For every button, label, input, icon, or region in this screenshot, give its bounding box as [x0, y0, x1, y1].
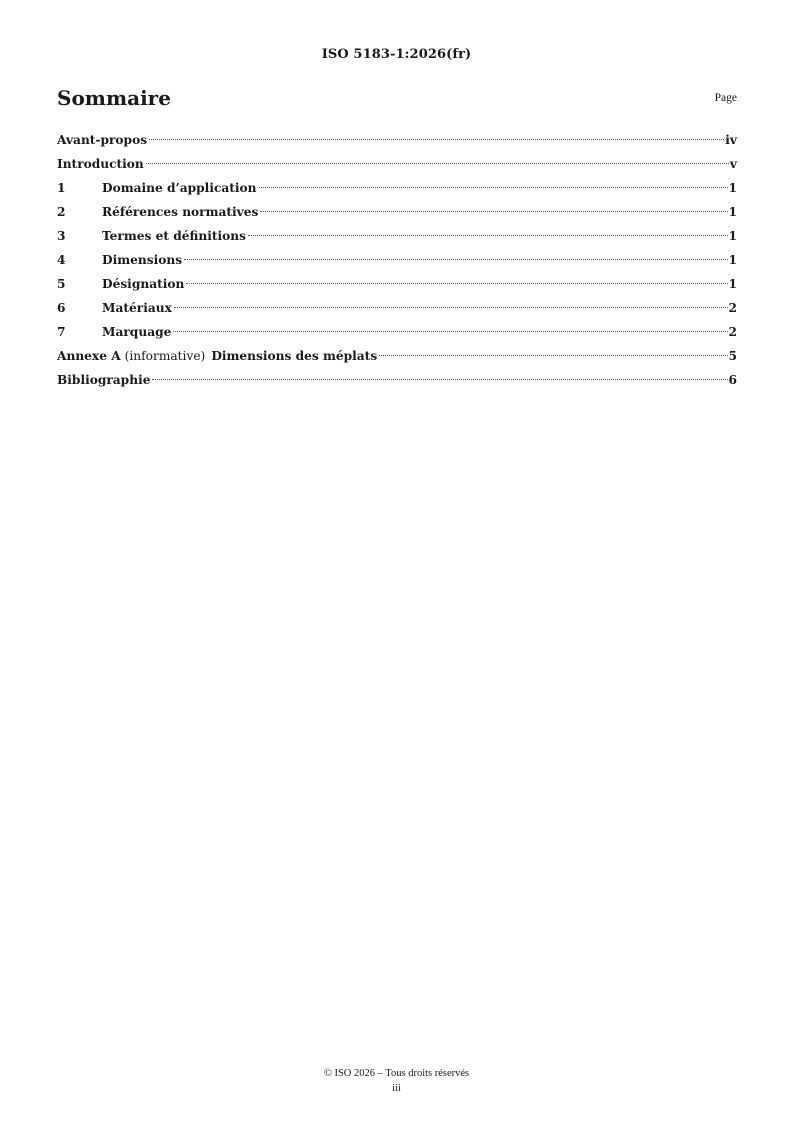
toc-entry-number: 3	[57, 229, 66, 243]
toc-entry-dimensions[interactable]	[57, 248, 737, 272]
toc-entry-label: Références normatives	[102, 205, 259, 219]
contents-title: Sommaire	[57, 86, 171, 110]
toc-entry-page: 1	[728, 253, 737, 267]
contents-title-row	[57, 86, 737, 112]
toc-entry-bibliographie[interactable]	[57, 368, 737, 392]
toc-entry-annexe-a[interactable]	[57, 344, 737, 368]
page-footer	[0, 1066, 793, 1096]
dot-leader	[149, 139, 724, 140]
toc-entry-number: 5	[57, 277, 66, 291]
annex-title: Dimensions des méplats	[211, 349, 378, 363]
toc-entry-number: 6	[57, 301, 66, 315]
toc-entry-page: 1	[728, 229, 737, 243]
toc-entry-page: 1	[728, 205, 737, 219]
dot-leader	[152, 379, 727, 380]
annex-prefix: Annexe A	[57, 349, 121, 363]
dot-leader	[259, 187, 728, 188]
toc-entry-marquage[interactable]	[57, 320, 737, 344]
toc-entry-page: 1	[728, 277, 737, 291]
document-id-header: ISO 5183-1:2026(fr)	[321, 47, 472, 62]
toc-entry-references-normatives[interactable]	[57, 200, 737, 224]
toc-entry-avant-propos[interactable]	[57, 128, 737, 152]
toc-entry-number: 1	[57, 181, 66, 195]
toc-entry-label: Marquage	[102, 325, 172, 339]
toc-entry-label: Dimensions	[102, 253, 183, 267]
toc-entry-page: v	[729, 157, 737, 171]
toc-entry-number: 2	[57, 205, 66, 219]
toc-entry-label: Matériaux	[102, 301, 172, 315]
toc-entry-label: Introduction	[57, 157, 144, 171]
dot-leader	[173, 331, 727, 332]
toc-entry-number: 7	[57, 325, 66, 339]
toc-entry-designation[interactable]	[57, 272, 737, 296]
dot-leader	[146, 163, 729, 164]
toc-entry-label: Termes et définitions	[102, 229, 246, 243]
toc-entry-page: 2	[728, 325, 737, 339]
dot-leader	[248, 235, 728, 236]
toc-entry-label: Domaine d’application	[102, 181, 257, 195]
page-number: iii	[392, 1083, 401, 1094]
table-of-contents	[57, 128, 737, 392]
toc-entry-introduction[interactable]	[57, 152, 737, 176]
dot-leader	[260, 211, 727, 212]
toc-entry-page: 1	[728, 181, 737, 195]
toc-entry-label: Avant-propos	[57, 133, 148, 147]
annex-note: (informative)	[124, 349, 206, 363]
toc-entry-page: 2	[728, 301, 737, 315]
dot-leader	[186, 283, 727, 284]
toc-entry-domaine-application[interactable]	[57, 176, 737, 200]
toc-entry-page: 5	[728, 349, 737, 363]
toc-entry-number: 4	[57, 253, 66, 267]
toc-entry-materiaux[interactable]	[57, 296, 737, 320]
copyright-notice: © ISO 2026 – Tous droits réservés	[323, 1068, 470, 1079]
dot-leader	[379, 355, 727, 356]
toc-entry-page: iv	[725, 133, 737, 147]
dot-leader	[174, 307, 728, 308]
dot-leader	[184, 259, 727, 260]
page-column-label: Page	[714, 92, 737, 104]
toc-entry-termes-definitions[interactable]	[57, 224, 737, 248]
toc-entry-label: Bibliographie	[57, 373, 151, 387]
toc-entry-label: Désignation	[102, 277, 185, 291]
toc-entry-page: 6	[728, 373, 737, 387]
